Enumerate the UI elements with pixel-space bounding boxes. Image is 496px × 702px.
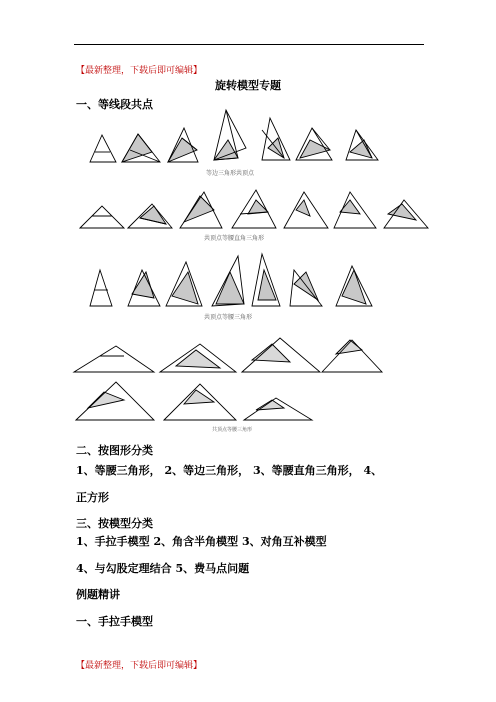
examples-heading: 例题精讲 (76, 588, 120, 601)
fig-row2-7 (384, 200, 428, 228)
fig-row3-7 (336, 266, 372, 306)
caption-row2: 共顶点等腰直角三角形 (204, 235, 265, 242)
header-note: 【最新整理，下载后即可编辑】 (76, 66, 203, 76)
caption-row1: 等边三角形共顶点 (206, 170, 255, 177)
fig-row5-1 (76, 382, 154, 420)
fig-row2-6 (334, 192, 376, 228)
section-heading-4: 一、手拉手模型 (76, 615, 153, 628)
fig-row2-2 (128, 204, 172, 228)
fig-row4-2 (160, 344, 236, 372)
fig-row1-7 (346, 130, 378, 160)
fig-row2-5 (284, 192, 328, 228)
fig-row4-3 (242, 338, 320, 372)
fig-row2-3 (180, 192, 222, 228)
fig-row2-1 (80, 206, 124, 228)
fig-row1-2 (122, 134, 160, 162)
page-title: 旋转模型专题 (215, 79, 281, 92)
fig-row3-3 (166, 262, 202, 306)
model-list-line2: 4、与勾股定理结合 5、费马点问题 (76, 562, 250, 575)
model-list-line1: 1、手拉手模型 2、角含半角模型 3、对角互补模型 (76, 535, 327, 548)
fig-row4-1 (74, 346, 154, 372)
section-heading-1: 一、等线段共点 (76, 98, 153, 111)
footer-note: 【最新整理，下载后即可编辑】 (76, 661, 203, 671)
section-heading-2: 二、按图形分类 (76, 444, 153, 457)
fig-row3-5 (252, 254, 280, 306)
caption-row4: 共顶点等腰三角形 (212, 427, 253, 433)
fig-row2-4 (232, 190, 276, 228)
fig-row4-4 (322, 340, 382, 372)
section-heading-3: 三、按模型分类 (76, 517, 153, 530)
fig-row3-2 (128, 270, 160, 306)
fig-row5-2 (164, 384, 236, 420)
fig-row3-1 (90, 270, 112, 306)
fig-row1-1 (90, 135, 116, 162)
fig-row3-6 (290, 270, 322, 306)
fig-row1-6 (296, 128, 332, 160)
shape-list-line1: 1、等腰三角形， 2、等边三角形， 3、等腰直角三角形， 4、 (76, 464, 383, 477)
fig-row1-5 (262, 118, 290, 160)
fig-row1-3 (168, 128, 198, 162)
fig-row1-4 (214, 110, 246, 160)
fig-row3-4 (212, 256, 244, 306)
caption-row3: 共顶点等腰三角形 (204, 314, 253, 321)
fig-row5-3 (244, 398, 312, 420)
shape-list-line2: 正方形 (76, 491, 109, 504)
